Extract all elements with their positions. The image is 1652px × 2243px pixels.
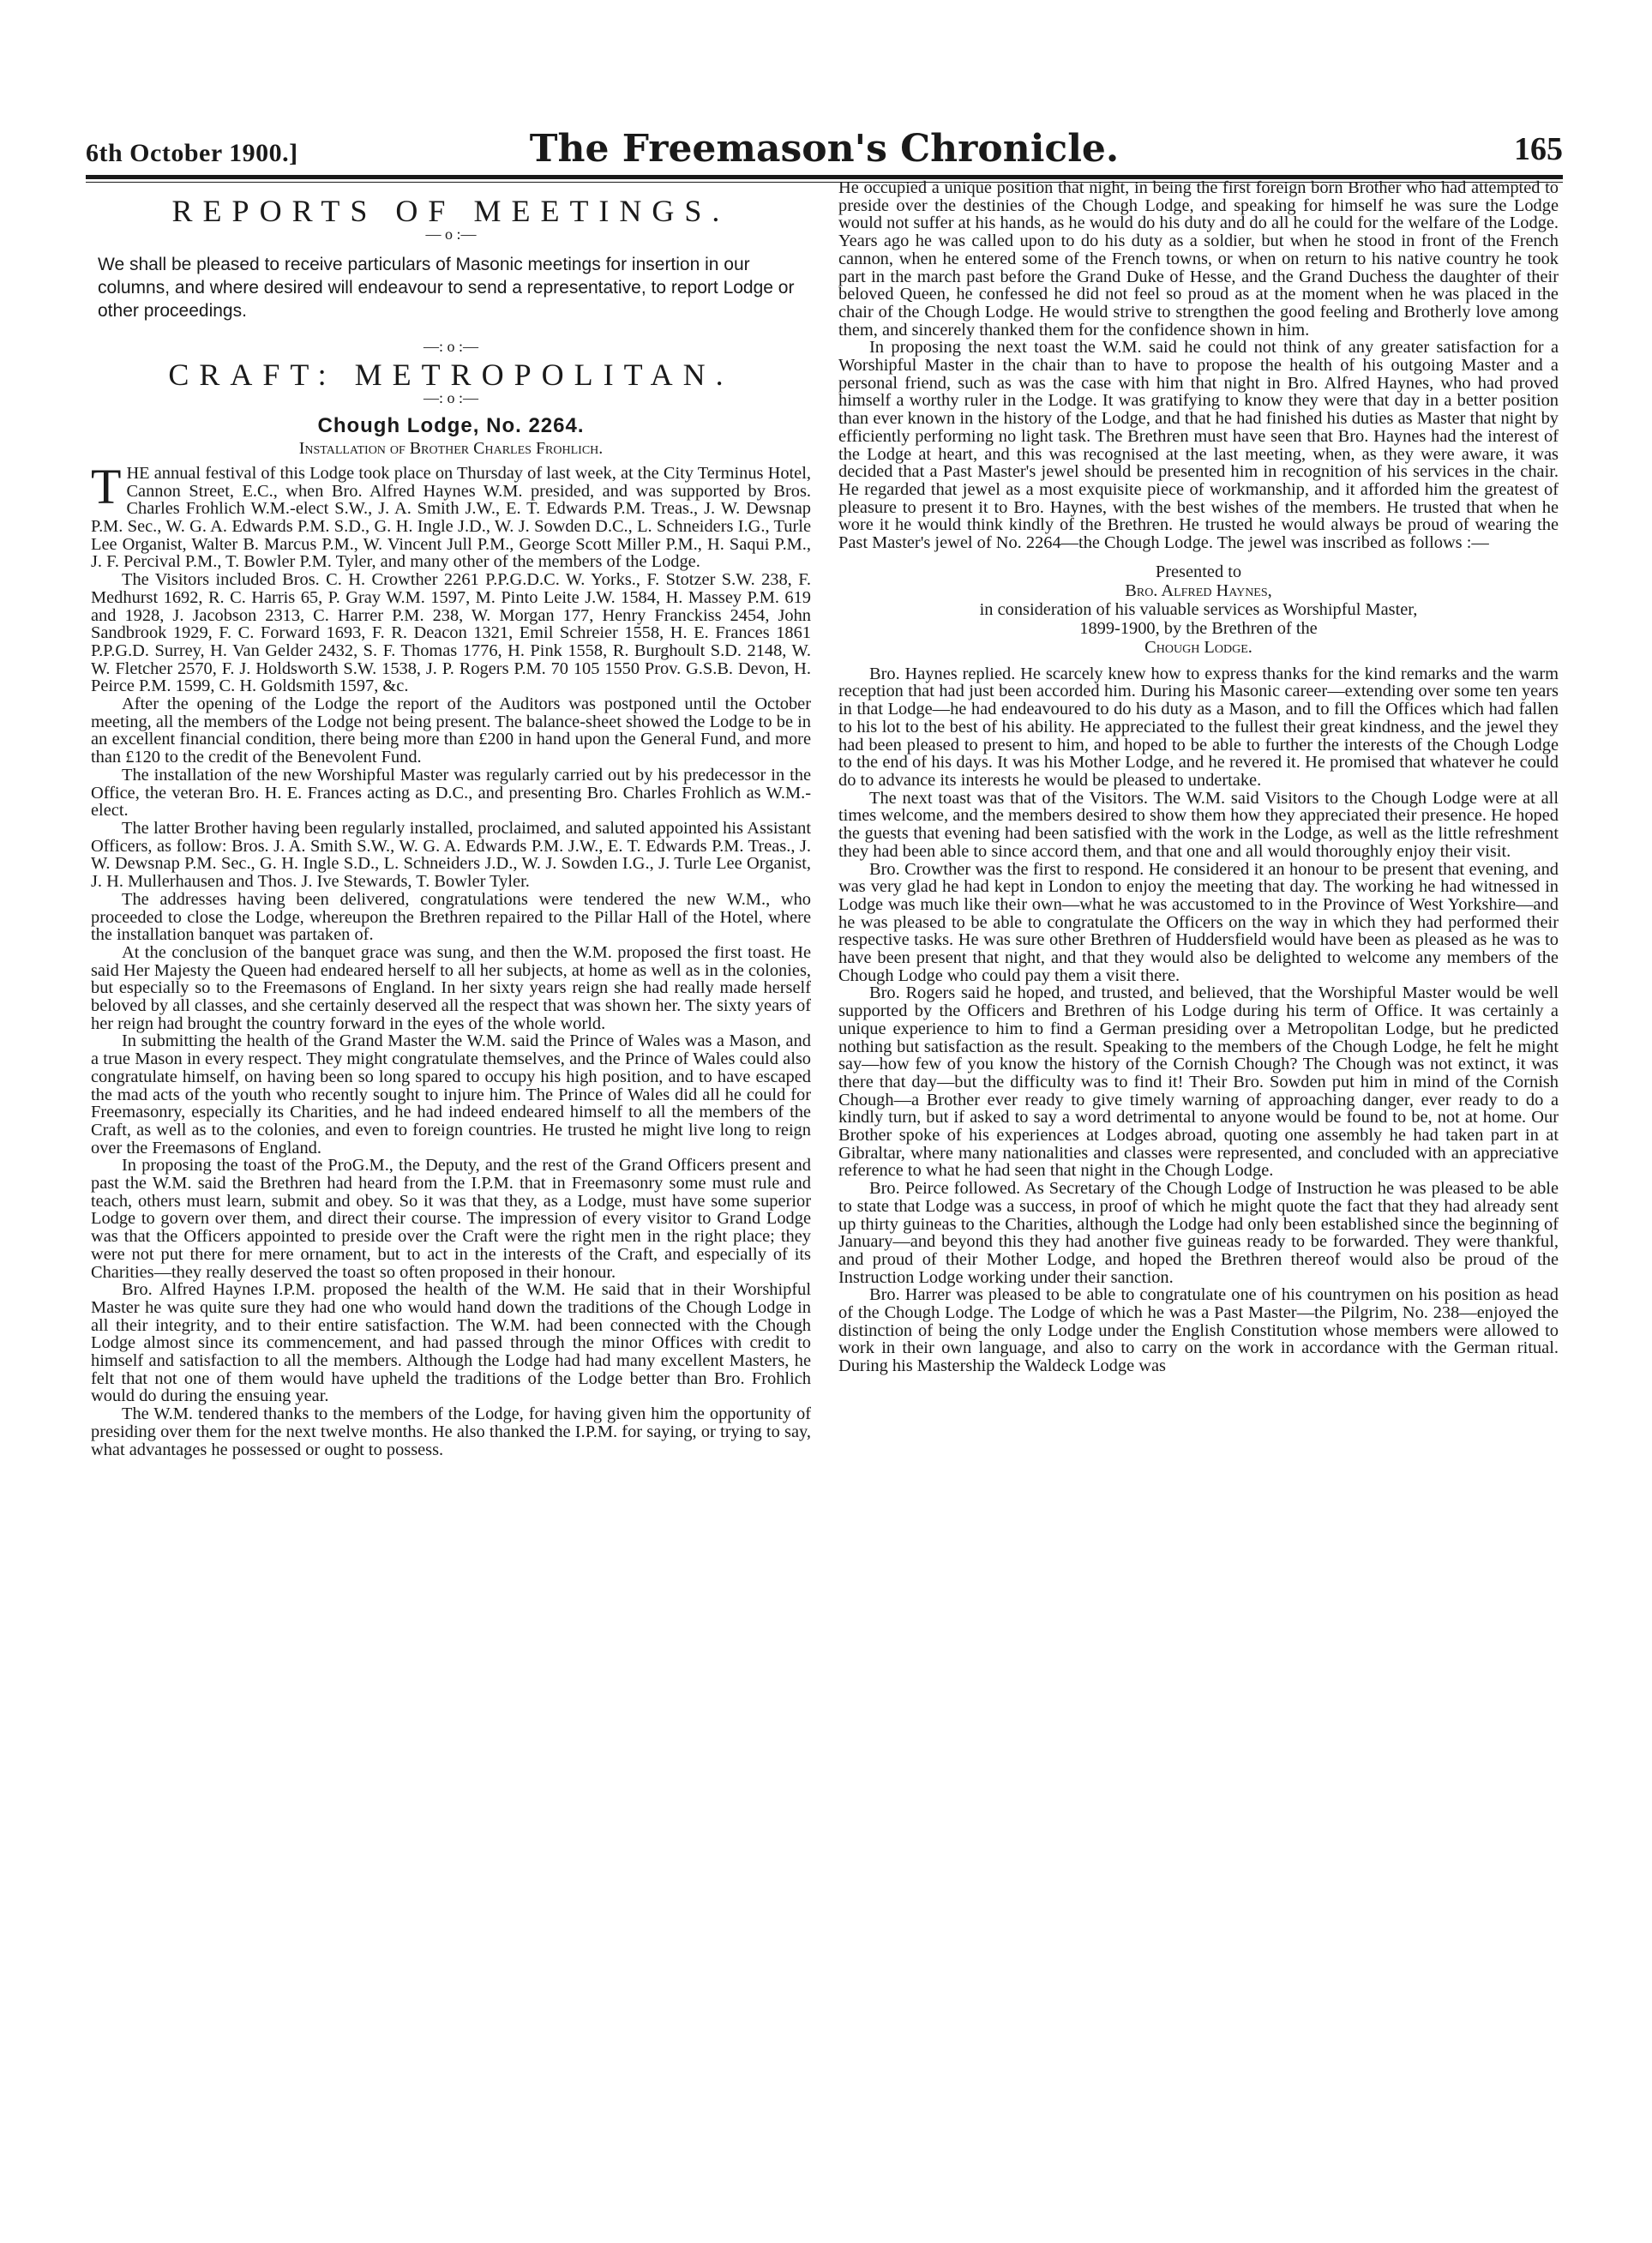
inscription-line: in consideration of his valuable services as Worshipful Master, [979,599,1418,619]
separator: —: o :— [423,338,478,356]
paragraph: In submitting the health of the Grand Master the W.M. said the Prince of Wales was a Mason, and a true Mason in every respect. They might congratulate themselves, and the Prince of Wales could also congratulate himself, on having been so long spared to occupy his high position, and to have escaped the mad acts of the youth who recently sought to injure him. The Prince of Wales did all he could for Freemasonry, especially its Charities, and he had indeed endeared himself to all the members of the Craft, as well as to the colonies, and even to foreign countries. He trusted he might live long to reign over the Freemasons of England. [91,1031,811,1158]
paragraph: Bro. Harrer was pleased to be able to congratulate one of his countrymen on his position as head of the Chough Lodge. The Lodge of which he was a Past Master—the Pilgrim, No. 238—enjoyed the distinction of being the only Lodge under the English Constitution whose members were allowed to work in their own language, and also to carry on the work in accordance with the German ritual. During his Mastership the Waldeck Lodge was [838,1285,1559,1376]
paragraph: Bro. Crowther was the first to respond. He considered it an honour to be present that evening, and was very glad he had kept in London to enjoy the meeting that day. The working he had witnessed in Lodge was much like their own—what he was accustomed to in the Province of West Yorkshire—and he was pleased to be able to congratulate the Officers on the way in which they had performed their respective tasks. He was sure other Brethren of Huddersfield would have been as pleased as he was to have been present that night, and that they would also be delighted to welcome any members of the Chough Lodge who could pay them a visit there. [838,859,1559,985]
paragraph: At the conclusion of the banquet grace was sung, and then the W.M. proposed the first toast. He said Her Majesty the Queen had endeared herself to all her subjects, at home as well as in the colonies, but especially so to the Freemasons of England. In her sixty years reign she had really made herself beloved by all classes, and she certainly deserved all the respect that was shown her. The sixty years of her reign had brought the country forward in the eyes of the whole world. [91,942,811,1033]
inscription-line: Bro. Alfred Haynes, [1125,580,1272,600]
paragraph: Bro. Haynes replied. He scarcely knew how to express thanks for the kind remarks and the warm reception that had just been accorded him. During his Masonic career—extending over some ten years in that Lodge—he had endeavoured to do his duty as a Mason, and to fill the Offices which had fallen to his lot to the best of his ability. He appreciated to the fullest their great kindness, and the jewel they had been pleased to present to him, and hoped to be able to further the interests of the Chough Lodge to the end of his days. It was his Mother Lodge, and he revered it. He promised that whatever he could do to advance its interests he would be pleased to undertake. [838,664,1559,790]
publication-title: The Freemason's Chronicle. [529,127,1120,171]
paragraph: The W.M. tendered thanks to the members of the Lodge, for having given him the opportunity of presiding over them for the next twelve months. He also thanked the I.P.M. for saying, or trying to say, what advantages he possessed or ought to possess. [91,1404,811,1459]
inscription-line: Presented to [1155,562,1242,581]
paragraph: Bro. Alfred Haynes I.P.M. proposed the health of the W.M. He said that in their Worshipful Master he was quite sure they had one who would hand down the traditions of the Chough Lodge in all their integrity, and to their entire satisfaction. The W.M. had been connected with the Chough Lodge almost since its commencement, and had passed through the minor Offices with credit to himself and satisfaction to all the members. Although the Lodge had had many excellent Masters, he felt that not one of them would have upheld the traditions of the Lodge better than Bro. Frohlich would do during the ensuing year. [91,1280,811,1406]
paragraph: The latter Brother having been regularly installed, proclaimed, and saluted appointed his Assistant Officers, as follow: Bros. J. A. Smith S.W., W. G. A. Edwards P.M. J.W., E. T. Edwards P.M. Treas., J. W. Dewsnap P.M. Sec., G. H. Ingle S.D., L. Schneiders J.D., W. J. Sowden I.G., J. Turle Lee Organist, J. H. Mullerhausen and Thos. J. Ive Stewards, T. Bowler Tyler. [91,818,811,892]
paragraph: Bro. Rogers said he hoped, and trusted, and believed, that the Worshipful Master would be well supported by the Officers and Brethren of his Lodge during his term of Office. It was certainly a unique experience to him to find a German presiding over a Metropolitan Lodge, but he predicted nothing but satisfaction as the result. Speaking to the members of the Chough Lodge, he felt he might say—how few of you know the history of the Cornish Chough? The Chough was not extinct, it was there that day—but the difficulty was to find it! Their Bro. Sowden put him in mind of the Cornish Chough—a Brother ever ready to give timely warning of approaching danger, ever ready to do a kindly turn, but if asked to say a word detrimental to anyone would be found to be, not at home. Our Brother spoke of his experiences at Lodges abroad, quoting one assembly he had taken part in at Gibraltar, where many nationalities and classes were represented, and concluded with an appreciative reference to what he had seen that night in the Chough Lodge. [838,983,1559,1181]
drop-cap: T [91,458,122,514]
paragraph: The installation of the new Worshipful Master was regularly carried out by his predecessor in the Office, the veteran Bro. H. E. Frances acting as D.C., and presenting Bro. Charles Frohlich as W.M.-elect. [91,765,811,821]
paragraph: He occupied a unique position that night, in being the first foreign born Brother who had attempted to preside over the destinies of the Chough Lodge, and speaking for himself he was sure the Lodge would not suffer at his hands, as he would do his duty and do all he could for the welfare of the Lodge. Years ago he was called upon to do his duty as a soldier, but when he stood in front of the French cannon, when he entered some of the French towns, or when on return to his native country he took part in the march past before the Grand Duke of Hesse, and the Grand Duchess the daughter of their beloved Queen, he confessed he did not feel so proud as at the moment when he was placed in the chair of the Chough Lodge. He would strive to strengthen the good feeling and Brotherly love among them, and sincerely thanked them for the confidence shown in him. [838,179,1559,340]
section-heading-craft: CRAFT: METROPOLITAN. [168,358,734,393]
paragraph-text: HE annual festival of this Lodge took place on Thursday of last week, at the City Terminus Hotel, Cannon Street, E.C., when Bro. Alfred Haynes W.M. presided, and was supported by Bros. Charles Frohlich W.M.-elect S.W., J. A. Smith J.W., E. T. Edwards P.M. Treas., J. W. Dewsnap P.M. Sec., W. G. A. Edwards P.M. S.D., G. H. Ingle J.D., W. J. Sowden D.C., L. Schneiders I.G., Turle Lee Organist, Walter B. Marcus P.M., W. Vincent Jull P.M., George Scott Miller P.M., H. Saqui P.M., J. F. Percival P.M., T. Bowler P.M. Tyler, and many other of the members of the Lodge. [91,463,811,572]
article-subtitle: Installation of Brother Charles Frohlich. [298,439,604,459]
separator: — o :— [425,225,477,243]
separator: —: o :— [423,388,478,406]
paragraph: In proposing the toast of the ProG.M., the Deputy, and the rest of the Grand Officers present and past the W.M. said the Brethren had heard from the I.P.M. that in Freemasonry some must rule and teach, others must learn, submit and obey. So it was that they, as a Lodge, must have some superior Lodge to govern over them, and direct their course. The impression of every visitor to Grand Lodge was that the Officers appointed to preside over the Craft were the right men in the right place; they were not put there for mere ornament, but to act in the interests of the Craft, and especially of its Charities—they really deserved the toast so often proposed in their honour. [91,1156,811,1282]
inscription-line: Chough Lodge. [1144,637,1253,657]
paragraph: Bro. Peirce followed. As Secretary of the Chough Lodge of Instruction he was pleased to be able to state that Lodge was a success, in proof of which he might quote the fact that they had already sent up thirty guineas to the Charities, although the Lodge had only been established since the beginning of January—and beyond this they had another five guineas ready to be forwarded. They were thankful, and proud of their Mother Lodge, and hoped the Brethren thereof would also be proud of the Instruction Lodge working under their sanction. [838,1179,1559,1287]
masthead [86,127,1563,175]
section-heading-reports: REPORTS OF MEETINGS. [171,194,730,228]
inscription-line: 1899-1900, by the Brethren of the [1079,618,1318,638]
page-number: 165 [1514,131,1563,167]
submission-notice: We shall be pleased to receive particulars of Masonic meetings for insertion in our columns, and where desired will endeavour to send a representative, to report Lodge or other proceedings. [98,255,795,322]
paragraph: In proposing the next toast the W.M. said he could not think of any greater satisfaction for a Worshipful Master in the chair than to have to propose the health of his outgoing Master and a personal friend, such as was the case with him that night in Bro. Alfred Haynes, who had proved himself a worthy ruler in the Lodge. It was gratifying to know they were that day in a better position than ever known in the history of the Lodge, and that he had finished his duties as Master that night by efficiently performing no light task. The Brethren must have seen that Bro. Haynes had the interest of the Lodge at heart, and this was recognised at the last meeting, when, as they were aware, it was decided that a Past Master's jewel should be presented him in recognition of his services in the chair. He regarded that jewel as a most exquisite piece of workmanship, and it afforded him the greatest of pleasure to present it to Bro. Haynes, with the best wishes of the members. He trusted that when he wore it he would think kindly of the Brethren. He trusted he would always be proud of wearing the Past Master's jewel of No. 2264—the Chough Lodge. The jewel was inscribed as follows :— [838,338,1559,553]
issue-date: 6th October 1900.] [86,139,298,167]
lodge-title: Chough Lodge, No. 2264. [317,413,585,437]
left-column [91,194,811,2217]
paragraph: The addresses having been delivered, congratulations were tendered the new W.M., who proceeded to close the Lodge, whereupon the Brethren repaired to the Pillar Hall of the Hotel, where the installation banquet was partaken of. [91,889,811,945]
paragraph [91,458,811,572]
paragraph: After the opening of the Lodge the report of the Auditors was postponed until the October meeting, all the members of the Lodge not being present. The balance-sheet showed the Lodge to be in an excellent financial condition, there being more than £200 in hand upon the General Fund, and more than £120 to the credit of the Benevolent Fund. [91,695,811,767]
paragraph: The next toast was that of the Visitors. The W.M. said Visitors to the Chough Lodge were at all times welcome, and the members desired to show them how they appreciated their presence. He hoped the guests that evening had been satisfied with the work in the Lodge, as well as the little refreshment they had been able to since accord them, and that one and all would thoroughly enjoy their visit. [838,788,1559,861]
jewel-inscription [838,562,1559,657]
paragraph: The Visitors included Bros. C. H. Crowther 2261 P.P.G.D.C. W. Yorks., F. Stotzer S.W. 238, F. Medhurst 1692, R. C. Harris 65, P. Gray W.M. 1597, M. Pinto Leite J.W. 1584, H. Massey P.M. 619 and 1928, J. Jacobson 2313, C. Harrer P.M. 238, W. Morgan 177, Henry Franckiss 2454, John Sandbrook 1929, F. C. Forward 1693, F. R. Deacon 1321, Emil Schreier 1558, H. E. Frances 1861 P.P.G.D. Surrey, H. Van Gelder 2432, S. F. Thomas 1776, H. Pink 1558, R. Burghoult S.D. 2148, W. W. Fletcher 2570, F. J. Holdsworth S.W. 1538, J. P. Rogers P.M. 70 105 1550 Prov. G.S.B. Devon, H. Peirce P.M. 1599, C. H. Goldsmith 1597, &c. [91,570,811,696]
right-column [838,179,1559,2220]
